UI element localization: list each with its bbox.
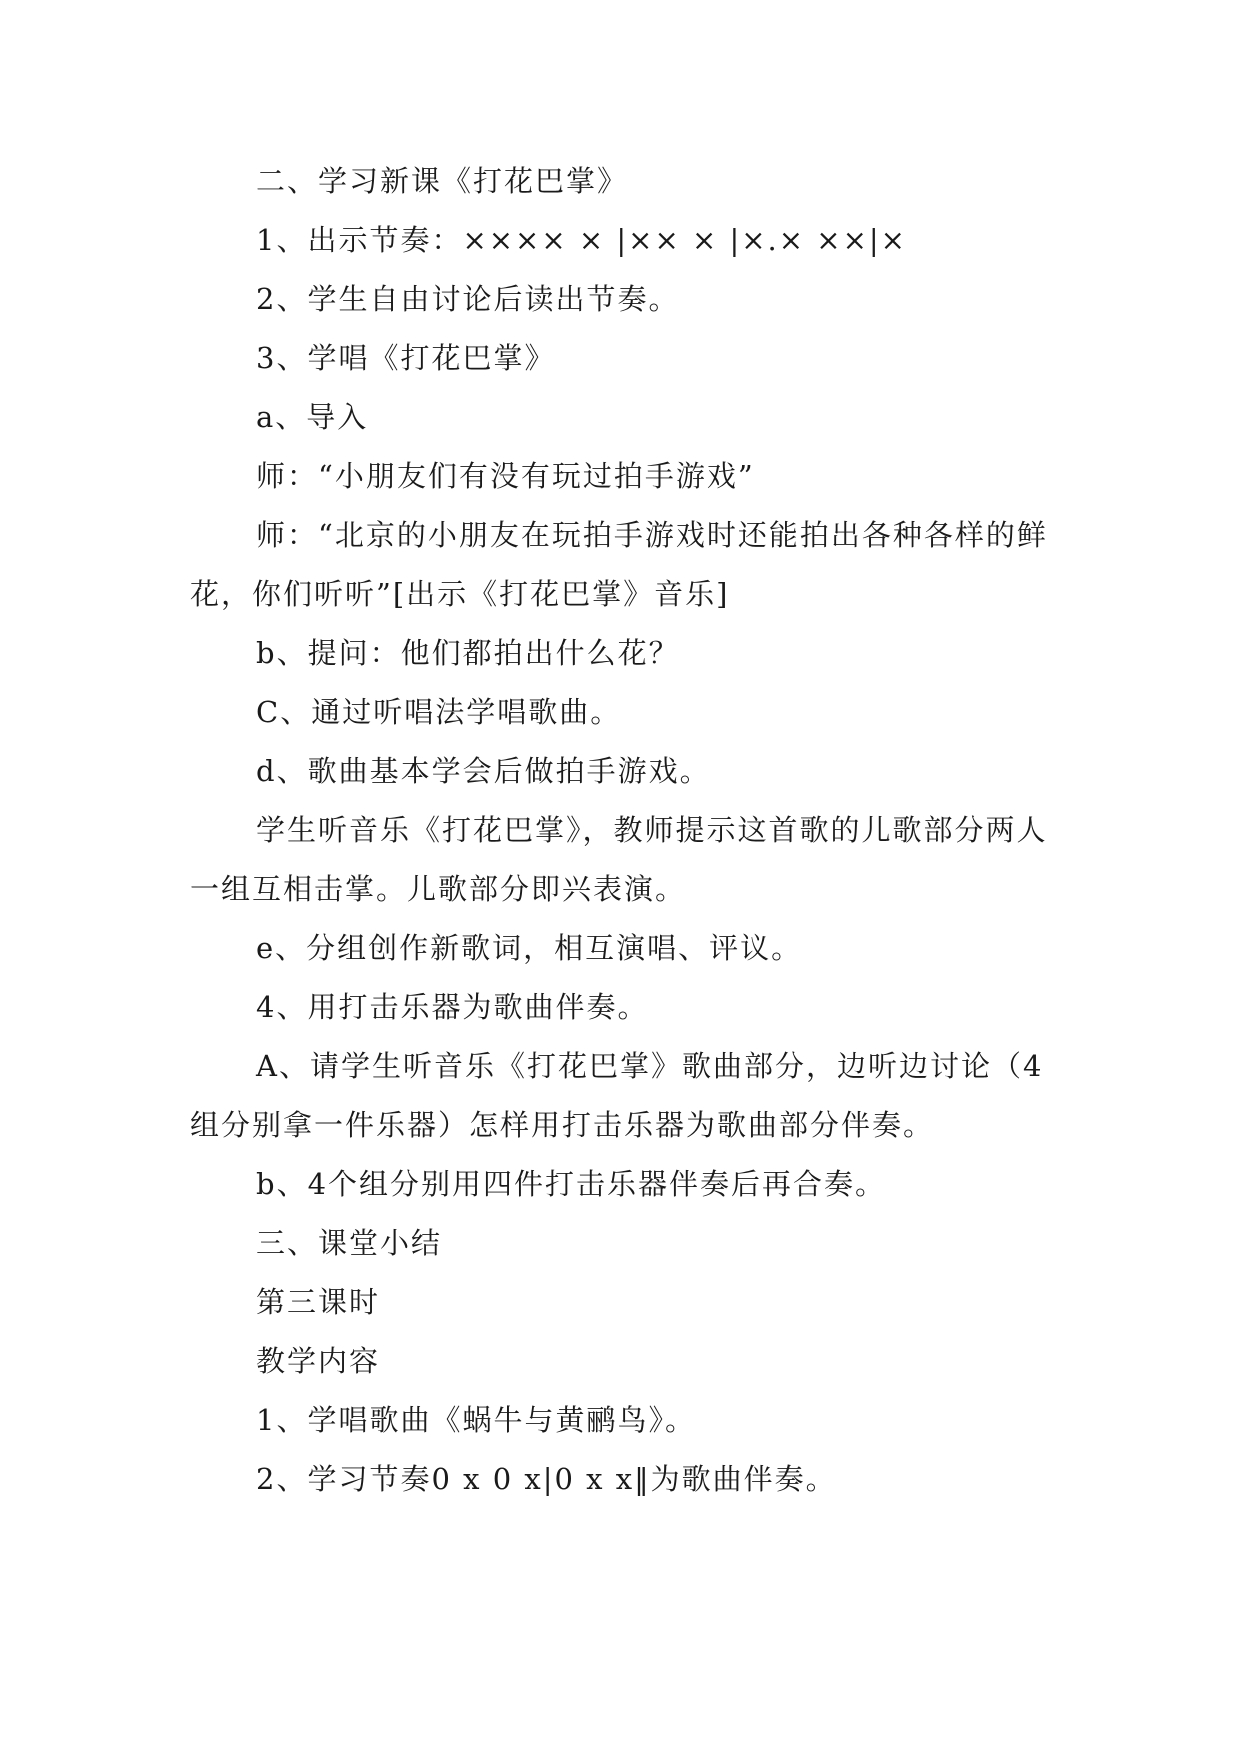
paragraph: 师：“北京的小朋友在玩拍手游戏时还能拍出各种各样的鲜花，你们听听”[出示《打花巴掌》音乐] (190, 518, 1048, 611)
section-heading: 三、课堂小结 (256, 1226, 443, 1260)
paragraph: 2、学习节奏0 x 0 x|0 x x‖为歌曲伴奏。 (256, 1462, 837, 1496)
paragraph: 2、学生自由讨论后读出节奏。 (256, 282, 680, 316)
paragraph: 师：“小朋友们有没有玩过拍手游戏” (256, 459, 755, 493)
paragraph: 学生听音乐《打花巴掌》，教师提示这首歌的儿歌部分两人一组互相击掌。儿歌部分即兴表演。 (190, 813, 1048, 906)
paragraph: e、分组创作新歌词，相互演唱、评议。 (256, 931, 803, 965)
paragraph: 4、用打击乐器为歌曲伴奏。 (256, 990, 649, 1024)
section-heading: 第三课时 (256, 1285, 381, 1319)
paragraph: 教学内容 (256, 1344, 381, 1378)
paragraph: a、导入 (256, 400, 369, 434)
paragraph: 3、学唱《打花巴掌》 (256, 341, 556, 375)
paragraph: d、歌曲基本学会后做拍手游戏。 (256, 754, 711, 788)
document-body (190, 152, 1051, 1509)
paragraph: 1、学唱歌曲《蜗牛与黄鹂鸟》。 (256, 1403, 696, 1437)
paragraph: b、提问：他们都拍出什么花？ (256, 636, 680, 670)
paragraph: A、请学生听音乐《打花巴掌》歌曲部分，边听边讨论（4组分别拿一件乐器）怎样用打击乐器为歌曲部分伴奏。 (190, 1049, 1044, 1142)
paragraph: C、通过听唱法学唱歌曲。 (256, 695, 622, 729)
paragraph: b、4个组分别用四件打击乐器伴奏后再合奏。 (256, 1167, 887, 1201)
paragraph: 1、出示节奏：×××× × |×× × |×.× ××|× (256, 223, 907, 257)
section-heading: 二、学习新课《打花巴掌》 (256, 164, 629, 198)
